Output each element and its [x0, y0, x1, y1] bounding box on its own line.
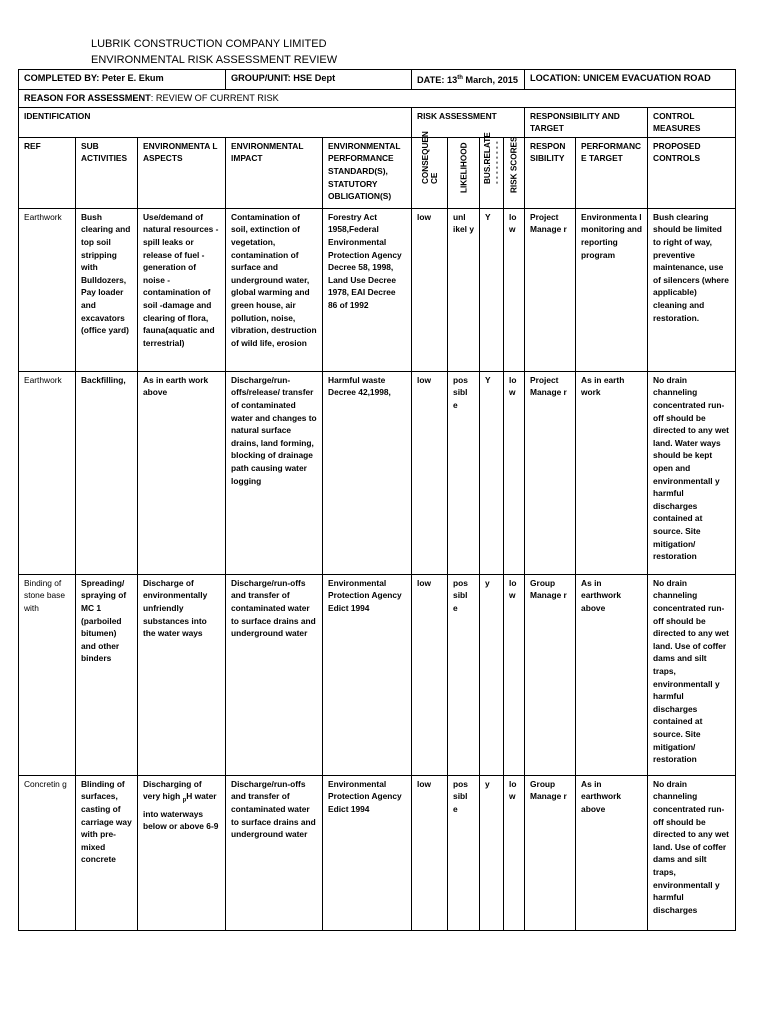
meta-row: [19, 70, 736, 90]
cell-responsibility: Project Manage r: [525, 208, 576, 371]
company-name: LUBRIK CONSTRUCTION COMPANY LIMITED: [91, 38, 327, 50]
col-sub-activities: SUB ACTIVITIES: [76, 137, 138, 208]
reason-value: : REVIEW OF CURRENT RISK: [150, 92, 279, 103]
col-risk-scores: [504, 137, 525, 208]
group-control-measures: CONTROL MEASURES: [648, 107, 736, 137]
column-header-row: [19, 137, 736, 208]
table-row: [19, 208, 736, 371]
cell-ref: Earthwork: [19, 208, 76, 371]
cell-standard: Environmental Protection Agency Edict 1994: [323, 775, 412, 930]
cell-performance: As in earthwork above: [576, 574, 648, 775]
col-ref: REF: [19, 137, 76, 208]
col-bus-relate-line1: BUS.RELATE: [482, 132, 492, 184]
cell-performance: As in earthwork above: [576, 775, 648, 930]
cell-sub-activity: Spreading/ spraying of MC 1 (parboiled bitumen) and other binders: [76, 574, 138, 775]
col-bus-relate: [480, 132, 504, 208]
completed-by: COMPLETED BY: Peter E. Ekum: [19, 70, 226, 90]
cell-impact: Contamination of soil, extinction of vegetation, contamination of surface and underground water, global warming and green house, air pollution, noise, vibration, destruction of wild life, erosion: [226, 208, 323, 371]
col-bus-relate-line2: - - - - - - - - -: [491, 141, 501, 184]
col-risk-scores-label: RISK SCORES: [509, 136, 519, 193]
cell-bus-relate: y: [480, 775, 504, 930]
reason-label: REASON FOR ASSESSMENT: [24, 92, 151, 103]
col-consequence: [412, 131, 448, 208]
reason-row: [19, 89, 736, 107]
cell-impact: Discharge/run-offs and transfer of contaminated water to surface drains and underground water: [226, 775, 323, 930]
cell-consequence: low: [412, 775, 448, 930]
cell-responsibility: Group Manage r: [525, 775, 576, 930]
cell-controls: No drain channeling concentrated run-off should be directed to any wet land. Use of coffer dams and silt traps, environmentall y harmful discharges contained at source. Site mitigation/ restoration: [648, 574, 736, 775]
group-header-row: [19, 107, 736, 137]
date-prefix: DATE: 13: [417, 75, 458, 86]
cell-consequence: low: [412, 371, 448, 574]
cell-impact: Discharge/run-offs and transfer of contaminated water to surface drains and underground water: [226, 574, 323, 775]
col-responsibility: RESPON SIBILITY: [525, 137, 576, 208]
cell-bus-relate: y: [480, 574, 504, 775]
col-consequence-line2: CE: [429, 172, 439, 184]
group-identification: IDENTIFICATION: [19, 107, 412, 137]
group-risk-assessment: RISK ASSESSMENT: [412, 107, 525, 137]
col-standard: ENVIRONMENTAL PERFORMANCE STANDARD(S), STATUTORY OBLIGATION(S): [323, 137, 412, 208]
group-unit: GROUP/UNIT: HSE Dept: [226, 70, 412, 90]
col-proposed-controls: PROPOSED CONTROLS: [648, 137, 736, 208]
aspects-text-sub: p: [182, 798, 187, 805]
group-responsibility: RESPONSIBILITY AND TARGET: [525, 107, 648, 137]
cell-responsibility: Group Manage r: [525, 574, 576, 775]
cell-standard: Forestry Act 1958,Federal Environmental Protection Agency Decree 58, 1998, Land Use Decree 1978, EAI Decree 86 of 1992: [323, 208, 412, 371]
cell-risk-score: lo w: [504, 775, 525, 930]
table-row: [19, 775, 736, 930]
col-likelihood-label: LIKELIHOOD: [459, 142, 469, 193]
cell-likelihood: pos sibl e: [448, 775, 480, 930]
cell-controls: No drain channeling concentrated run-off should be directed to any wet land. Use of coffer dams and silt traps, environmentall y harmful discharges: [648, 775, 736, 930]
cell-sub-activity: Blinding of surfaces, casting of carriage way with pre-mixed concrete: [76, 775, 138, 930]
location: LOCATION: UNICEM EVACUATION ROAD: [525, 70, 736, 90]
col-impact: ENVIRONMENTAL IMPACT: [226, 137, 323, 208]
date-suffix-sup: th: [457, 75, 463, 81]
cell-aspects: Use/demand of natural resources -spill leaks or release of fuel -generation of noise -contamination of soil -damage and clearing of flora, fauna(aquatic and terrestrial): [138, 208, 226, 371]
cell-sub-activity: Bush clearing and top soil stripping with Bulldozers, Pay loader and excavators (office yard): [76, 208, 138, 371]
aspects-text-end: H water into waterways below or above 6-9: [143, 791, 219, 832]
table-row: [19, 574, 736, 775]
col-likelihood: [448, 137, 480, 208]
document-title: ENVIRONMENTAL RISK ASSESSMENT REVIEW: [91, 54, 338, 66]
cell-risk-score: lo w: [504, 208, 525, 371]
cell-controls: Bush clearing should be limited to right of way, preventive maintenance, use of silencers (where applicable) cleaning and restoration.: [648, 208, 736, 371]
cell-ref: Concretin g: [19, 775, 76, 930]
cell-standard: Harmful waste Decree 42,1998,: [323, 371, 412, 574]
cell-performance: Environmenta l monitoring and reporting program: [576, 208, 648, 371]
cell-risk-score: lo w: [504, 371, 525, 574]
cell-likelihood: unl ikel y: [448, 208, 480, 371]
cell-bus-relate: Y: [480, 371, 504, 574]
cell-consequence: low: [412, 574, 448, 775]
cell-bus-relate: Y: [480, 208, 504, 371]
aspects-text-start: Discharging of very high: [143, 778, 202, 802]
cell-ref: Binding of stone base with: [19, 574, 76, 775]
cell-aspects: [138, 775, 226, 930]
cell-controls: No drain channeling concentrated run-off should be directed to any wet land. Water ways should be kept open and environmentall y harmful discharges contained at source. Site mitigation/ restoration: [648, 371, 736, 574]
cell-responsibility: Project Manage r: [525, 371, 576, 574]
reason-for-assessment: [19, 89, 736, 107]
cell-aspects: Discharge of environmentally unfriendly substances into the water ways: [138, 574, 226, 775]
date-rest: March, 2015: [462, 75, 519, 86]
risk-assessment-table: [18, 69, 736, 931]
col-performance-target: PERFORMANC E TARGET: [576, 137, 648, 208]
cell-ref: Earthwork: [19, 371, 76, 574]
cell-performance: As in earth work: [576, 371, 648, 574]
cell-likelihood: pos sibl e: [448, 371, 480, 574]
cell-aspects: As in earth work above: [138, 371, 226, 574]
col-aspects: ENVIRONMENTA L ASPECTS: [138, 137, 226, 208]
assessment-date: [412, 70, 525, 90]
cell-standard: Environmental Protection Agency Edict 1994: [323, 574, 412, 775]
cell-risk-score: lo w: [504, 574, 525, 775]
col-consequence-line1: CONSEQUEN: [420, 131, 430, 184]
cell-impact: Discharge/run-offs/release/ transfer of contaminated water and changes to natural surface drains, land forming, blocking of drainage path causing water logging: [226, 371, 323, 574]
cell-sub-activity: Backfilling,: [76, 371, 138, 574]
cell-likelihood: pos sibl e: [448, 574, 480, 775]
table-row: [19, 371, 736, 574]
cell-consequence: low: [412, 208, 448, 371]
